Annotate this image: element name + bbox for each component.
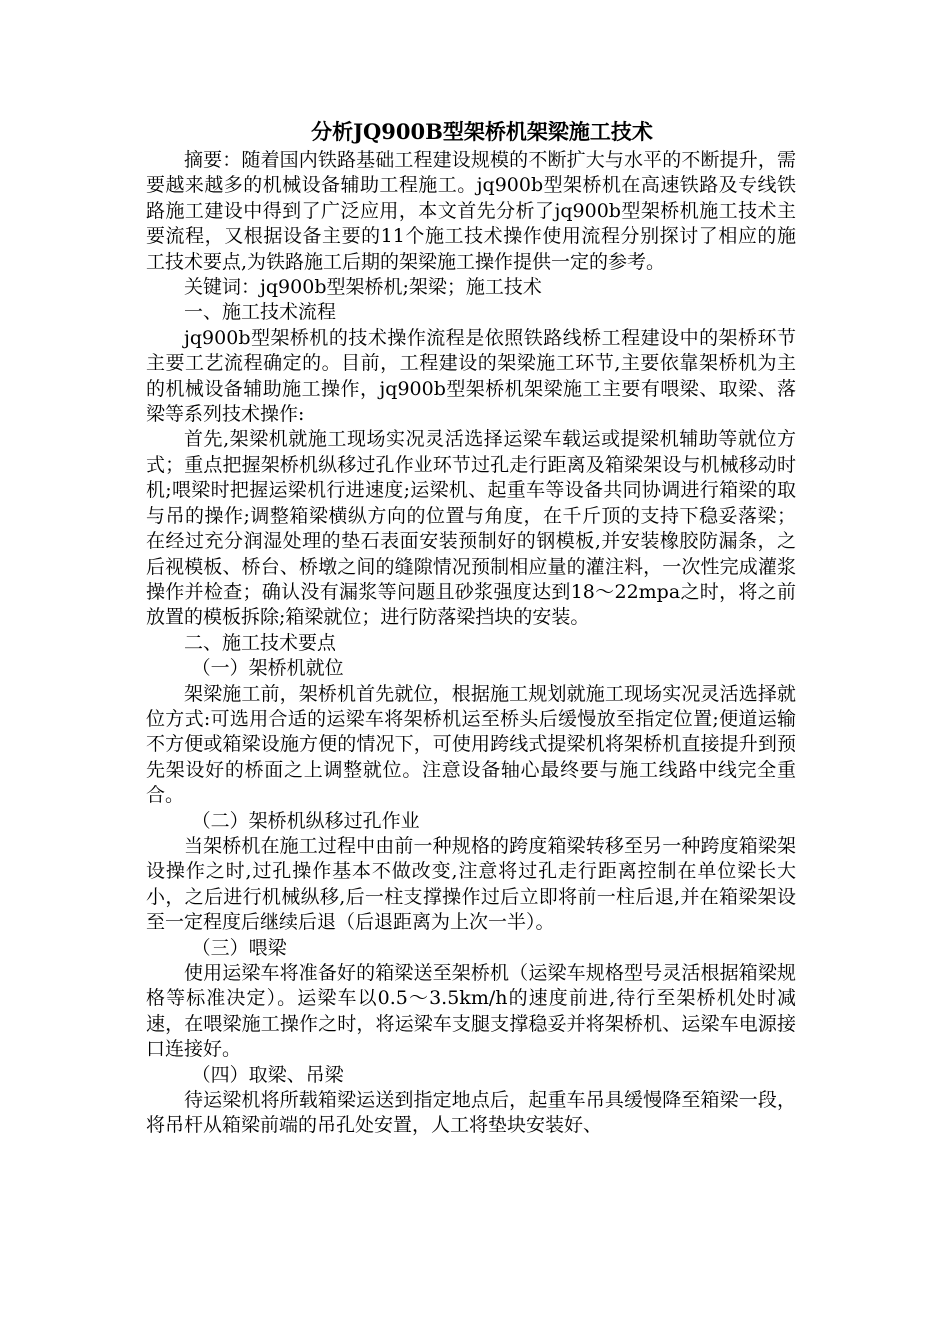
subsection-2-paragraph: 当架桥机在施工过程中由前一种规格的跨度箱梁转移至另一种跨度箱梁架设操作之时,过孔操作基本不做改变,注意将过孔走行距离控制在单位梁长大小，之后进行机械纵移,后一柱支撑操作过后立即将前一柱后退,并在箱梁架设至一定程度后继续后退（后退距离为上次一半）。 <box>146 834 796 934</box>
subsection-2-heading: （二）架桥机纵移过孔作业 <box>191 809 420 832</box>
document-title: 分析JQ900B型架桥机架梁施工技术 <box>311 119 653 144</box>
section-1-heading: 一、施工技术流程 <box>184 301 337 324</box>
section-1-paragraph-1: jq900b型架桥机的技术操作流程是依照铁路线桥工程建设中的架桥环节主要工艺流程确定的。目前，工程建设的架梁施工环节,主要依靠架桥机为主的机械设备辅助施工操作，jq900b型架桥机架梁施工主要有喂梁、取梁、落梁等系列技术操作: <box>146 326 796 426</box>
subsection-3-paragraph: 使用运梁车将准备好的箱梁送至架桥机（运梁车规格型号灵活根据箱梁规格等标准决定）。运梁车以0.5～3.5km/h的速度前进,待行至架桥机处时减速，在喂梁施工操作之时，将运梁车支腿支撑稳妥并将架桥机、运梁车电源接口连接好。 <box>146 962 796 1061</box>
subsection-1-paragraph: 架梁施工前，架桥机首先就位，根据施工规划就施工现场实况灵活选择就位方式:可选用合适的运梁车将架桥机运至桥头后缓慢放至指定位置;便道运输不方便或箱梁设施方便的情况下，可使用跨线式提梁机将架桥机直接提升到预先架设好的桥面之上调整就位。注意设备轴心最终要与施工线路中线完全重合。 <box>146 682 796 807</box>
abstract-paragraph: 摘要：随着国内铁路基础工程建设规模的不断扩大与水平的不断提升，需要越来越多的机械设备辅助工程施工。jq900b型架桥机在高速铁路及专线铁路施工建设中得到了广泛应用，本文首先分析了jq900b型架桥机施工技术主要流程，又根据设备主要的11个施工技术操作使用流程分别探讨了相应的施工技术要点,为铁路施工后期的架梁施工操作提供一定的参考。 <box>146 149 796 273</box>
subsection-3-heading: （三）喂梁 <box>191 936 287 959</box>
subsection-4-paragraph: 待运梁机将所载箱梁运送到指定地点后，起重车吊具缓慢降至箱梁一段，将吊杆从箱梁前端的吊孔处安置，人工将垫块安装好、 <box>146 1089 796 1137</box>
section-1-paragraph-2: 首先,架梁机就施工现场实况灵活选择运梁车载运或提梁机辅助等就位方式；重点把握架桥机纵移过孔作业环节过孔走行距离及箱梁架设与机械移动时机;喂梁时把握运梁机行进速度;运梁机、起重车等设备共同协调进行箱梁的取与吊的操作;调整箱梁横纵方向的位置与角度，在千斤顶的支持下稳妥落梁；在经过充分润湿处理的垫石表面安装预制好的钢模板,并安装橡胶防漏条，之后视模板、桥台、桥墩之间的缝隙情况预制相应量的灌注料，一次性完成灌浆操作并检查；确认没有漏浆等问题且砂浆强度达到18～22mpa之时，将之前放置的模板拆除;箱梁就位；进行防落梁挡块的安装。 <box>146 428 796 629</box>
keywords-line: 关键词：jq900b型架桥机;架梁；施工技术 <box>184 276 542 299</box>
subsection-1-heading: （一）架桥机就位 <box>191 657 344 680</box>
section-2-heading: 二、施工技术要点 <box>184 631 337 654</box>
document-page <box>146 116 796 1139</box>
subsection-4-heading: （四）取梁、吊梁 <box>191 1063 344 1086</box>
